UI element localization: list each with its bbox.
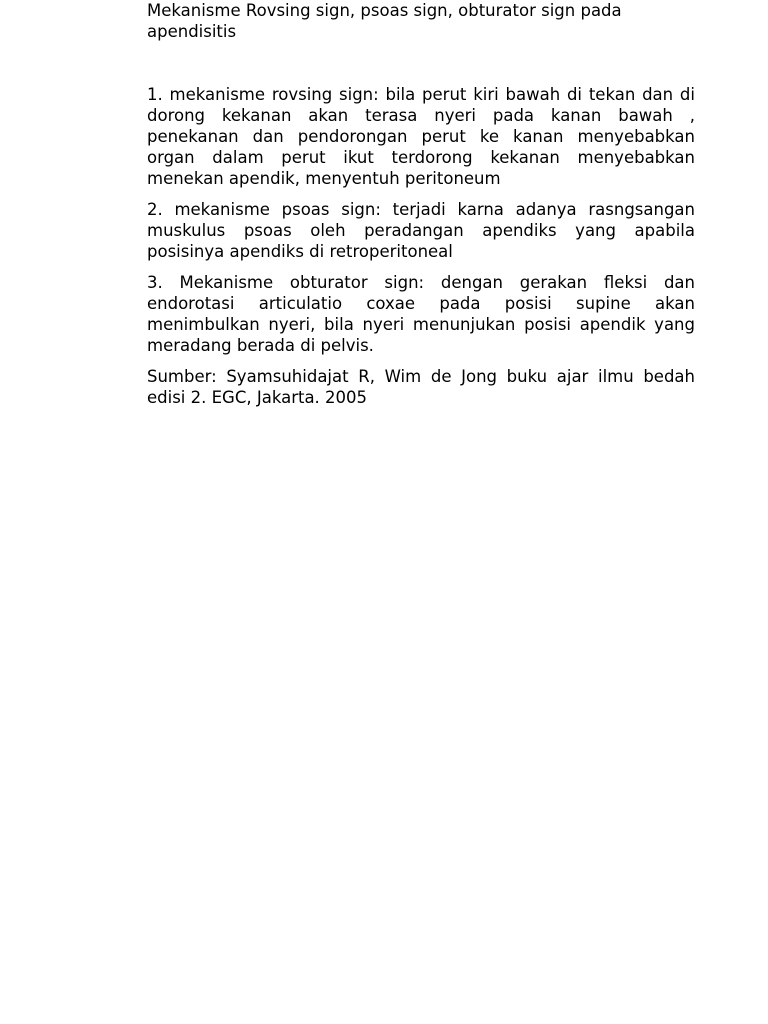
paragraph-obturator-sign: 3. Mekanisme obturator sign: dengan gerakan fleksi dan endorotasi articulatio coxae pada posisi supine akan menimbulkan nyeri, bila nyeri menunjukan posisi apendik yang meradang berada di pelvis. — [147, 273, 695, 355]
paragraph-rovsing-sign: 1. mekanisme rovsing sign: bila perut kiri bawah di tekan dan di dorong kekanan akan terasa nyeri pada kanan bawah , penekanan dan pendorongan perut ke kanan menyebabkan organ dalam perut ikut terdorong kekanan menyebabkan menekan apendik, menyentuh peritoneum — [147, 85, 695, 188]
document-title: Mekanisme Rovsing sign, psoas sign, obturator sign pada apendisitis — [147, 1, 622, 41]
paragraph-source-citation: Sumber: Syamsuhidajat R, Wim de Jong buku ajar ilmu bedah edisi 2. EGC, Jakarta. 2005 — [147, 367, 695, 407]
paragraph-psoas-sign: 2. mekanisme psoas sign: terjadi karna adanya rasngsangan muskulus psoas oleh peradangan apendiks yang apabila posisinya apendiks di retroperitoneal — [147, 200, 695, 261]
document-page — [147, 0, 695, 418]
document-body — [147, 84, 695, 408]
